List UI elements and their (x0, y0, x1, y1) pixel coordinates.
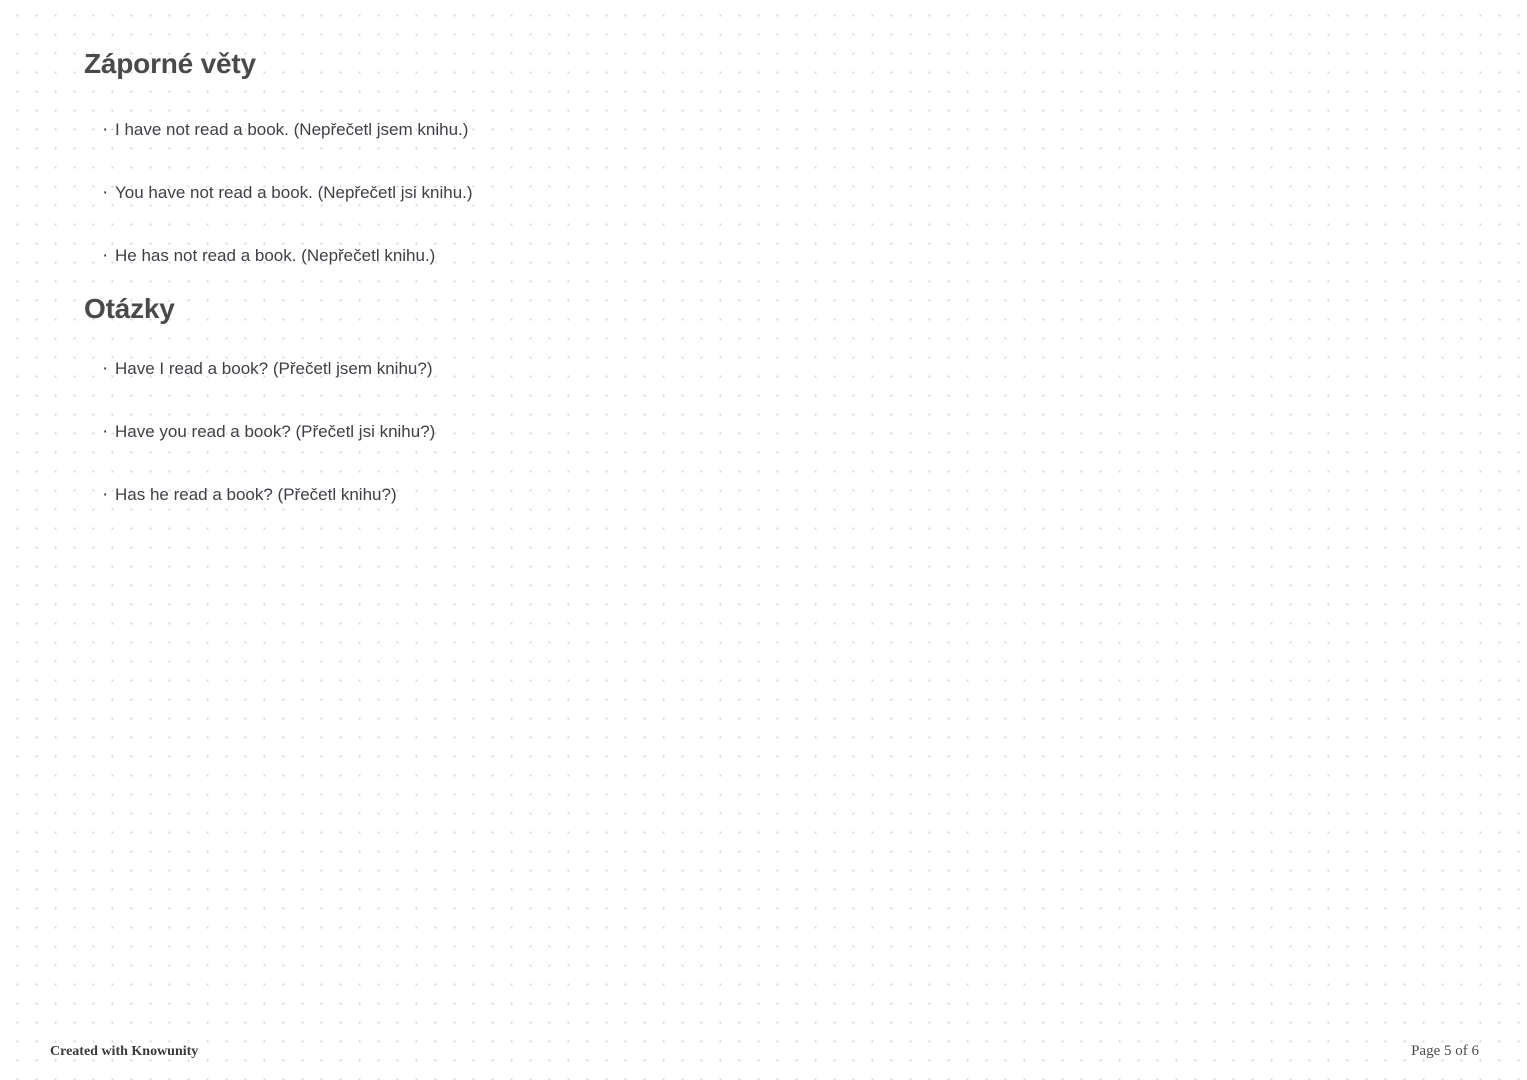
negatives-list (84, 119, 1444, 267)
section-questions (84, 293, 1444, 506)
footer-attribution: Created with Knowunity (50, 1044, 199, 1059)
list-item: · Have I read a book? (Přečetl jsem knihu?) (84, 358, 1444, 380)
section-title-questions: Otázky (84, 293, 175, 325)
list-item: · Have you read a book? (Přečetl jsi knihu?) (84, 421, 1444, 443)
questions-list (84, 358, 1444, 506)
list-item: · I have not read a book. (Nepřečetl jsem knihu.) (84, 119, 1444, 141)
list-item: · Has he read a book? (Přečetl knihu?) (84, 484, 1444, 506)
section-negatives (84, 48, 1444, 267)
list-item: · He has not read a book. (Nepřečetl knihu.) (84, 245, 1444, 267)
section-title-negatives: Záporné věty (84, 48, 256, 79)
list-item: · You have not read a book. (Nepřečetl jsi knihu.) (84, 182, 1444, 204)
document-content (84, 40, 1444, 507)
footer-page-number: Page 5 of 6 (1411, 1043, 1479, 1059)
